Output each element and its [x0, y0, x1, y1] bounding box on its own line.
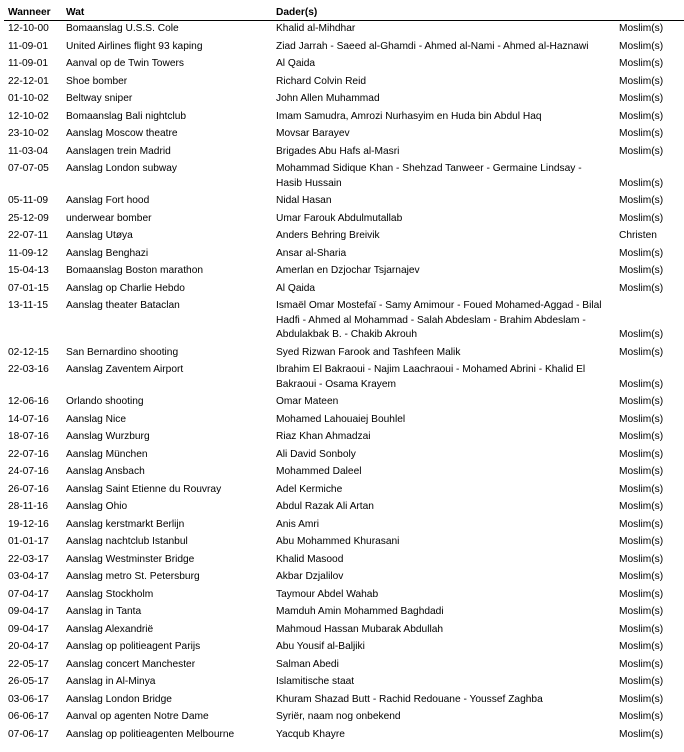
- religion-cell: Moslim(s): [619, 658, 664, 670]
- perpetrators-cell: Omar Mateen: [276, 396, 339, 407]
- column-header-what: Wat: [62, 4, 272, 21]
- table-row: [4, 161, 684, 193]
- perpetrators-cell: Mohammad Sidique Khan - Shehzad Tanweer - Germaine Lindsay - Hasib Hussain: [276, 163, 582, 189]
- religion-cell: Moslim(s): [619, 693, 664, 705]
- event-cell: Aanslag Nice: [66, 413, 127, 425]
- date-cell: 05-11-09: [8, 195, 49, 206]
- table-row: [4, 692, 684, 710]
- table-row: [4, 447, 684, 465]
- religion-cell: Moslim(s): [619, 212, 664, 224]
- date-cell: 11-09-01: [8, 40, 49, 52]
- religion-cell: Moslim(s): [619, 378, 664, 390]
- table-row: [4, 211, 684, 229]
- date-cell: 11-09-12: [8, 247, 49, 259]
- religion-cell: Moslim(s): [619, 536, 664, 547]
- religion-cell: Moslim(s): [619, 265, 664, 276]
- date-cell: 07-04-17: [8, 588, 49, 600]
- date-cell: 11-03-04: [8, 145, 49, 157]
- religion-cell: Moslim(s): [619, 413, 664, 425]
- perpetrators-cell: Anders Behring Breivik: [276, 230, 380, 241]
- event-cell: Aanval op agenten Notre Dame: [66, 711, 209, 722]
- religion-cell: Moslim(s): [619, 346, 664, 358]
- table-row: [4, 464, 684, 482]
- date-cell: 02-12-15: [8, 346, 49, 358]
- table-row: [4, 246, 684, 264]
- date-cell: 09-04-17: [8, 623, 49, 635]
- event-cell: Bomaanslag Boston marathon: [66, 265, 204, 276]
- religion-cell: Moslim(s): [619, 75, 664, 87]
- religion-cell: Moslim(s): [619, 23, 664, 34]
- perpetrators-cell: Movsar Barayev: [276, 128, 350, 139]
- perpetrators-cell: Adel Kermiche: [276, 483, 343, 495]
- table-row: [4, 281, 684, 299]
- religion-cell: Moslim(s): [619, 329, 664, 340]
- date-cell: 14-07-16: [8, 413, 49, 425]
- religion-cell: Moslim(s): [619, 588, 664, 600]
- religion-cell: Moslim(s): [619, 145, 664, 157]
- date-cell: 15-04-13: [8, 265, 49, 276]
- table-row: [4, 21, 684, 39]
- event-cell: San Bernardino shooting: [66, 346, 179, 358]
- perpetrators-cell: Ziad Jarrah - Saeed al-Ghamdi - Ahmed al-Nami - Ahmed al-Haznawi: [276, 40, 589, 52]
- column-header-perpetrators: Dader(s): [272, 4, 611, 21]
- religion-cell: Moslim(s): [619, 676, 664, 687]
- date-cell: 22-03-16: [8, 364, 49, 375]
- perpetrators-cell: Al Qaida: [276, 58, 316, 69]
- date-cell: 22-05-17: [8, 658, 49, 670]
- religion-cell: Moslim(s): [619, 93, 664, 104]
- event-cell: Aanslag Benghazi: [66, 247, 149, 259]
- table-row: [4, 345, 684, 363]
- date-cell: 07-06-17: [8, 728, 49, 740]
- event-cell: Shoe bomber: [66, 75, 128, 87]
- religion-cell: Moslim(s): [619, 247, 664, 259]
- perpetrators-cell: Khalid Masood: [276, 553, 344, 565]
- perpetrators-cell: Nidal Hasan: [276, 195, 332, 206]
- event-cell: Aanslag op politieagent Parijs: [66, 641, 201, 652]
- event-cell: Aanslag München: [66, 448, 148, 460]
- religion-cell: Moslim(s): [619, 466, 664, 477]
- event-cell: Aanslag Moscow theatre: [66, 128, 178, 139]
- perpetrators-cell: Akbar Dzjalilov: [276, 571, 344, 582]
- event-cell: underwear bomber: [66, 212, 152, 224]
- event-cell: Aanslag London subway: [66, 163, 178, 174]
- perpetrators-cell: Mohammed Daleel: [276, 466, 362, 477]
- table-header-row: [4, 4, 684, 21]
- religion-cell: Moslim(s): [619, 282, 664, 294]
- religion-cell: Moslim(s): [619, 195, 664, 206]
- date-cell: 20-04-17: [8, 641, 49, 652]
- table-row: [4, 727, 684, 745]
- religion-cell: Moslim(s): [619, 501, 664, 512]
- date-cell: 11-09-01: [8, 58, 49, 69]
- event-cell: Orlando shooting: [66, 396, 144, 407]
- date-cell: 07-01-15: [8, 282, 49, 294]
- table-row: [4, 39, 684, 57]
- date-cell: 25-12-09: [8, 212, 49, 224]
- event-cell: United Airlines flight 93 kaping: [66, 40, 203, 52]
- perpetrators-cell: Syed Rizwan Farook and Tashfeen Malik: [276, 346, 461, 358]
- date-cell: 01-01-17: [8, 536, 49, 547]
- table-body: [4, 21, 684, 745]
- perpetrators-cell: Brigades Abu Hafs al-Masri: [276, 145, 400, 157]
- religion-cell: Moslim(s): [619, 641, 664, 652]
- table-row: [4, 228, 684, 246]
- table-row: [4, 517, 684, 535]
- event-cell: Aanslag op politieagenten Melbourne: [66, 728, 235, 740]
- date-cell: 22-03-17: [8, 553, 49, 565]
- table-row: [4, 429, 684, 447]
- table-row: [4, 639, 684, 657]
- table-row: [4, 674, 684, 692]
- event-cell: Aanslag Ansbach: [66, 466, 145, 477]
- perpetrators-cell: Abdul Razak Ali Artan: [276, 501, 374, 512]
- event-cell: Aanslag concert Manchester: [66, 658, 196, 670]
- religion-cell: Moslim(s): [619, 483, 664, 495]
- perpetrators-cell: Mahmoud Hassan Mubarak Abdullah: [276, 623, 444, 635]
- religion-cell: Moslim(s): [619, 396, 664, 407]
- date-cell: 12-10-00: [8, 23, 49, 34]
- table-row: [4, 394, 684, 412]
- event-cell: Aanslag Utøya: [66, 230, 133, 241]
- date-cell: 06-06-17: [8, 711, 49, 722]
- event-cell: Aanslagen trein Madrid: [66, 145, 171, 157]
- perpetrators-cell: John Allen Muhammad: [276, 93, 380, 104]
- table-row: [4, 144, 684, 162]
- religion-cell: Christen: [619, 230, 657, 241]
- religion-cell: Moslim(s): [619, 571, 664, 582]
- religion-cell: Moslim(s): [619, 553, 664, 565]
- religion-cell: Moslim(s): [619, 518, 664, 530]
- table-row: [4, 362, 684, 394]
- event-cell: Aanval op de Twin Towers: [66, 58, 184, 69]
- spreadsheet-sheet: [0, 4, 684, 752]
- table-row: [4, 56, 684, 74]
- religion-cell: Moslim(s): [619, 448, 664, 460]
- event-cell: Aanslag Zaventem Airport: [66, 364, 184, 375]
- date-cell: 01-10-02: [8, 93, 49, 104]
- table-row: [4, 552, 684, 570]
- event-cell: Aanslag in Al-Minya: [66, 676, 156, 687]
- column-header-when: Wanneer: [4, 4, 62, 21]
- perpetrators-cell: Mohamed Lahouaiej Bouhlel: [276, 413, 406, 425]
- date-cell: 22-07-16: [8, 448, 49, 460]
- event-cell: Aanslag Stockholm: [66, 588, 154, 600]
- date-cell: 12-10-02: [8, 110, 49, 122]
- table-row: [4, 569, 684, 587]
- perpetrators-cell: Taymour Abdel Wahab: [276, 588, 379, 600]
- table-row: [4, 193, 684, 211]
- perpetrators-cell: Ali David Sonboly: [276, 448, 356, 460]
- religion-cell: Moslim(s): [619, 177, 664, 189]
- event-cell: Aanslag in Tanta: [66, 606, 142, 617]
- date-cell: 23-10-02: [8, 128, 49, 139]
- perpetrators-cell: Salman Abedi: [276, 658, 339, 670]
- table-row: [4, 709, 684, 727]
- perpetrators-cell: Syriër, naam nog onbekend: [276, 711, 401, 722]
- date-cell: 18-07-16: [8, 431, 49, 442]
- perpetrators-cell: Riaz Khan Ahmadzai: [276, 431, 371, 442]
- perpetrators-cell: Al Qaida: [276, 282, 316, 294]
- perpetrators-cell: Anis Amri: [276, 518, 320, 530]
- event-cell: Bomaanslag Bali nightclub: [66, 110, 187, 122]
- event-cell: Aanslag nachtclub Istanbul: [66, 536, 188, 547]
- religion-cell: Moslim(s): [619, 711, 664, 722]
- religion-cell: Moslim(s): [619, 58, 664, 69]
- perpetrators-cell: Umar Farouk Abdulmutallab: [276, 212, 403, 224]
- perpetrators-cell: Khuram Shazad Butt - Rachid Redouane - Youssef Zaghba: [276, 693, 543, 705]
- religion-cell: Moslim(s): [619, 110, 664, 122]
- perpetrators-cell: Ismaël Omar Mostefaï - Samy Amimour - Foued Mohamed-Aggad - Bilal Hadfi - Ahmed al Mohammad - Salah Abdeslam - Brahim Abdeslam - Abdulakbak B. - Chakib Akrouh: [276, 300, 602, 340]
- event-cell: Aanslag London Bridge: [66, 693, 172, 705]
- date-cell: 03-06-17: [8, 693, 49, 705]
- religion-cell: Moslim(s): [619, 40, 664, 52]
- table-row: [4, 263, 684, 281]
- table-row: [4, 622, 684, 640]
- religion-cell: Moslim(s): [619, 623, 664, 635]
- date-cell: 26-07-16: [8, 483, 49, 495]
- table-row: [4, 587, 684, 605]
- table-row: [4, 126, 684, 144]
- perpetrators-cell: Ibrahim El Bakraoui - Najim Laachraoui - Mohamed Abrini - Khalid El Bakraoui - Osama Krayem: [276, 364, 586, 390]
- date-cell: 07-07-05: [8, 163, 49, 174]
- event-cell: Aanslag Alexandrië: [66, 623, 154, 635]
- date-cell: 28-11-16: [8, 501, 49, 512]
- date-cell: 19-12-16: [8, 518, 49, 530]
- date-cell: 22-12-01: [8, 75, 49, 87]
- event-cell: Aanslag kerstmarkt Berlijn: [66, 518, 185, 530]
- religion-cell: Moslim(s): [619, 431, 664, 442]
- date-cell: 03-04-17: [8, 571, 49, 582]
- event-cell: Bomaanslag U.S.S. Cole: [66, 23, 179, 34]
- table-row: [4, 74, 684, 92]
- date-cell: 22-07-11: [8, 230, 49, 241]
- perpetrators-cell: Abu Mohammed Khurasani: [276, 536, 400, 547]
- perpetrators-cell: Ansar al-Sharia: [276, 247, 347, 259]
- event-cell: Aanslag Westminster Bridge: [66, 553, 195, 565]
- table-row: [4, 482, 684, 500]
- perpetrators-cell: Khalid al-Mihdhar: [276, 23, 356, 34]
- date-cell: 12-06-16: [8, 396, 49, 407]
- table-row: [4, 91, 684, 109]
- table-row: [4, 499, 684, 517]
- religion-cell: Moslim(s): [619, 728, 664, 740]
- column-header-religion: [611, 4, 684, 21]
- event-cell: Aanslag Fort hood: [66, 195, 150, 206]
- perpetrators-cell: Abu Yousif al-Baljiki: [276, 641, 365, 652]
- date-cell: 13-11-15: [8, 300, 49, 311]
- table-row: [4, 298, 684, 345]
- event-cell: Aanslag Saint Etienne du Rouvray: [66, 483, 222, 495]
- religion-cell: Moslim(s): [619, 128, 664, 139]
- event-cell: Beltway sniper: [66, 93, 133, 104]
- table-row: [4, 412, 684, 430]
- event-cell: Aanslag theater Bataclan: [66, 300, 180, 311]
- date-cell: 09-04-17: [8, 606, 49, 617]
- table-row: [4, 534, 684, 552]
- date-cell: 26-05-17: [8, 676, 49, 687]
- perpetrators-cell: Islamitische staat: [276, 676, 355, 687]
- event-cell: Aanslag Wurzburg: [66, 431, 150, 442]
- event-cell: Aanslag Ohio: [66, 501, 128, 512]
- date-cell: 24-07-16: [8, 466, 49, 477]
- perpetrators-cell: Amerlan en Dzjochar Tsjarnajev: [276, 265, 420, 276]
- attacks-table: [4, 4, 684, 744]
- table-row: [4, 657, 684, 675]
- event-cell: Aanslag metro St. Petersburg: [66, 571, 200, 582]
- perpetrators-cell: Mamduh Amin Mohammed Baghdadi: [276, 606, 444, 617]
- perpetrators-cell: Richard Colvin Reid: [276, 75, 367, 87]
- perpetrators-cell: Yacqub Khayre: [276, 728, 345, 740]
- perpetrators-cell: Imam Samudra, Amrozi Nurhasyim en Huda bin Abdul Haq: [276, 110, 542, 122]
- table-row: [4, 604, 684, 622]
- event-cell: Aanslag op Charlie Hebdo: [66, 282, 185, 294]
- table-row: [4, 109, 684, 127]
- religion-cell: Moslim(s): [619, 606, 664, 617]
